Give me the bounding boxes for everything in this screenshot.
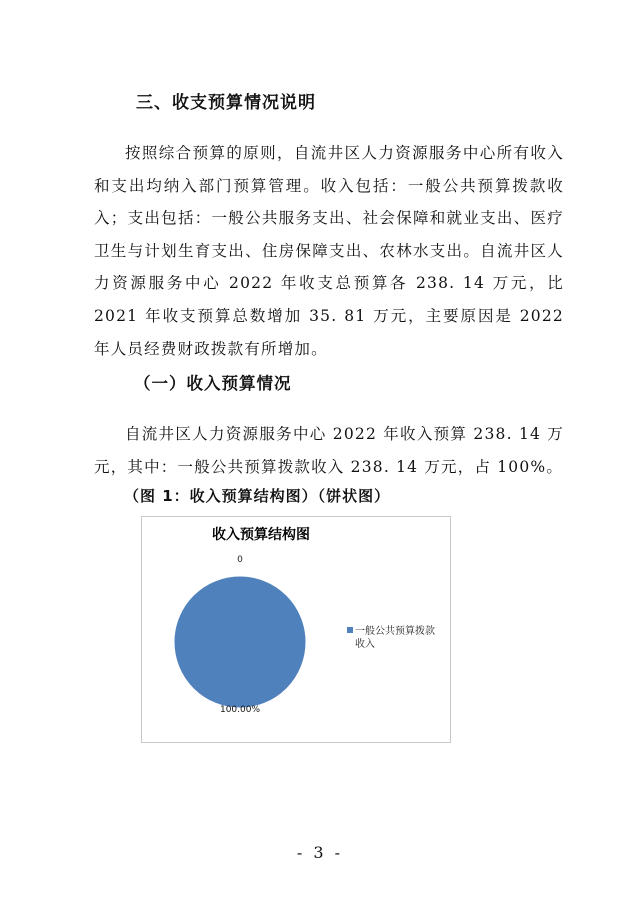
subheading-income-budget: （一）收入预算情况 <box>134 374 292 393</box>
section-heading: 三、收支预算情况说明 <box>136 93 316 113</box>
page-number: - 3 - <box>296 843 344 862</box>
pie-chart <box>141 516 451 743</box>
slice-label-main: 100.00% <box>219 705 261 715</box>
slice-label-zero: 0 <box>237 555 243 565</box>
paragraph-budget-overview: 按照综合预算的原则，自流井区人力资源服务中心所有收入和支出均纳入部门预算管理。收入包括：一般公共预算拨款收入；支出包括：一般公共服务支出、社会保障和就业支出、医疗卫生与计划生育支出、住房保障支出、农林水支出。自流井区人力资源服务中心 2022 年收支总预算各 238. 14 万元，比 2021 年收支预算总数增加 35. 81 万元，主要原因是 2022 年人员经费财政拨款有所增加。 <box>94 144 564 358</box>
pie-slice-0 <box>174 576 306 708</box>
chart-title: 收入预算结构图 <box>212 527 310 543</box>
figure-caption: （图 1：收入预算结构图）（饼状图） <box>124 487 391 505</box>
pie-slices <box>174 576 306 708</box>
paragraph-income-detail: 自流井区人力资源服务中心 2022 年收入预算 238. 14 万元，其中：一般公共预算拨款收入 238. 14 万元，占 100%。 <box>94 425 564 476</box>
legend-swatch <box>347 627 353 633</box>
legend-entry-line-1: 一般公共预算拨款 <box>355 626 435 637</box>
legend-entry-line-2: 收入 <box>355 639 375 650</box>
pie-chart-svg <box>142 517 450 742</box>
